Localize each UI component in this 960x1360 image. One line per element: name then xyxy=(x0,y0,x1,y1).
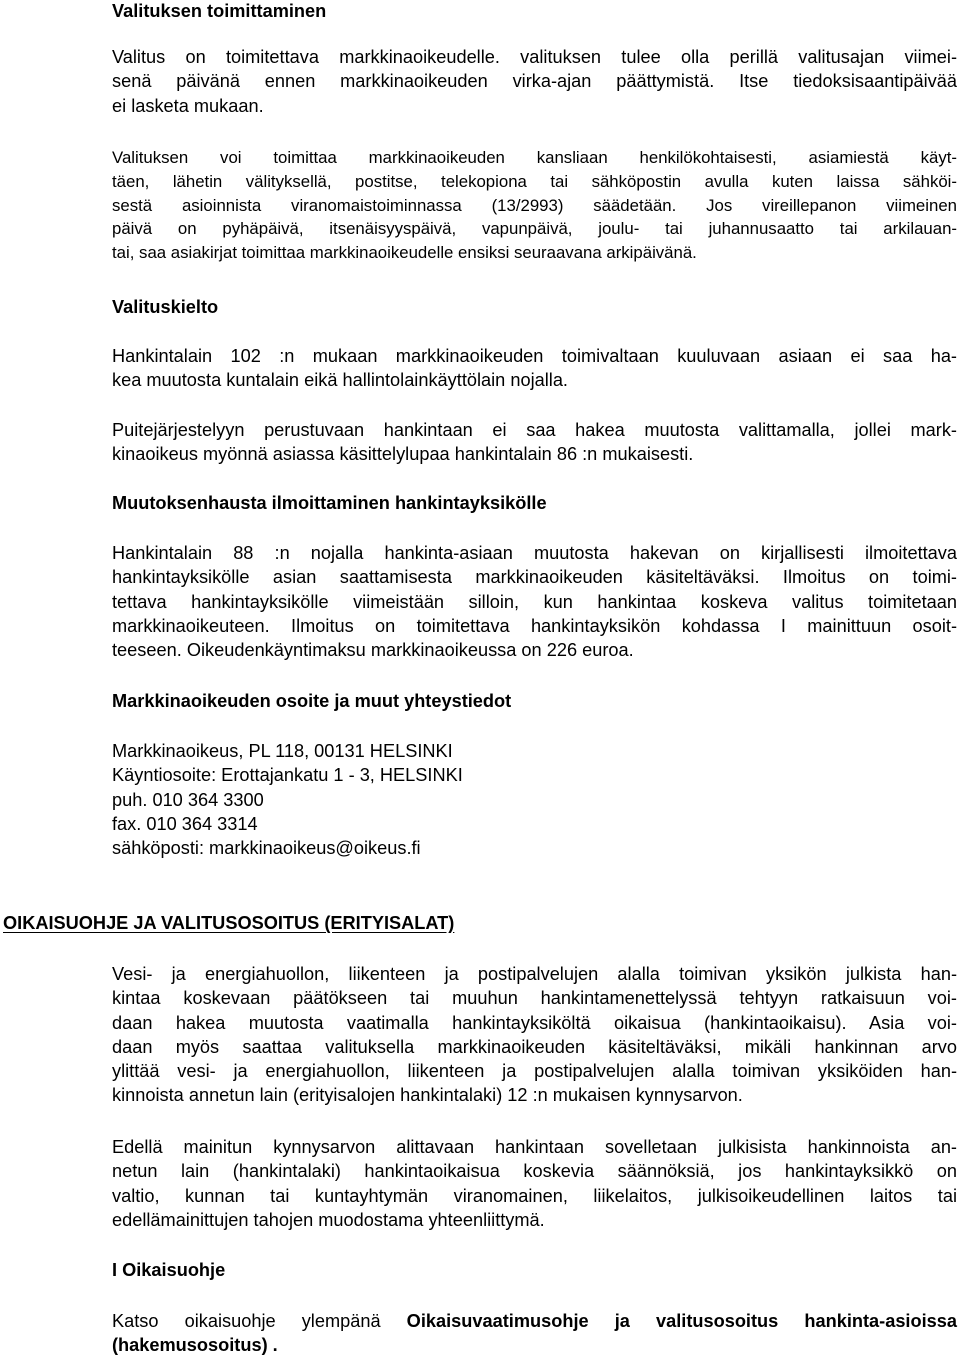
main-heading-oikaisuohje-valitusosoitus: OIKAISUOHJE JA VALITUSOSOITUS (ERITYISALAT) xyxy=(3,913,455,933)
address-line-name: Markkinaoikeus, PL 118, 00131 HELSINKI xyxy=(112,741,453,761)
paragraph-toimitustavat xyxy=(112,146,957,265)
heading-muutoksenhausta-ilmoittaminen: Muutoksenhausta ilmoittaminen hankintayksikölle xyxy=(112,493,547,513)
text-line: kinnoista annetun lain (erityisalojen hankintalaki) 12 :n mukaisen kynnysarvon. xyxy=(112,1085,743,1106)
text-line: hankintayksikölle asian saattamisesta markkinaoikeuden käsiteltäväksi. Ilmoitus on toimi- xyxy=(112,567,957,588)
text-line: ylittää vesi- ja energiahuollon, liikenteen ja postipalvelujen alalla toimivan yksiköiden han- xyxy=(112,1061,957,1082)
text-line: kea muutosta kuntalain eikä hallintolainkäyttölain nojalla. xyxy=(112,370,568,391)
paragraph-erityisalat-hankinta xyxy=(112,962,957,1108)
address-line-visiting: Käyntiosoite: Erottajankatu 1 - 3, HELSINKI xyxy=(112,765,463,786)
text-line: täen, lähetin välityksellä, postitse, telekopiona tai sähköpostin avulla kuten laissa sähköi- xyxy=(112,171,957,191)
paragraph-kynnysarvon-alittava xyxy=(112,1135,957,1232)
text-line: Puitejärjestelyyn perustuvaan hankintaan ei saa hakea muutosta valittamalla, jollei mark- xyxy=(112,420,957,440)
heading-markkinaoikeuden-osoite: Markkinaoikeuden osoite ja muut yhteystiedot xyxy=(112,691,512,711)
text-line: Hankintalain 88 :n nojalla hankinta-asiaan muutosta hakevan on kirjallisesti ilmoitettava xyxy=(112,543,957,563)
reference-title-end: (hakemusosoitus) . xyxy=(112,1335,278,1356)
paragraph-valitus-toimitettava xyxy=(112,45,957,118)
address-block xyxy=(112,739,957,860)
text-line: päivä on pyhäpäivä, itsenäisyyspäivä, vapunpäivä, joulu- tai juhannusaatto tai arkilauan- xyxy=(112,219,957,239)
text-line: teeseen. Oikeudenkäyntimaksu markkinaoikeussa on 226 euroa. xyxy=(112,640,634,661)
text-line: Edellä mainitun kynnysarvon alittavaan hankintaan sovelletaan julkisista hankinnoista an- xyxy=(112,1137,957,1157)
reference-title: Oikaisuvaatimusohje ja valitusosoitus hankinta-asioissa xyxy=(406,1311,957,1331)
text-line: tettava hankintayksikölle viimeistään silloin, kun hankintaa koskeva valitus toimitetaan xyxy=(112,591,957,612)
text-line: valtio, kunnan tai kuntayhtymän viranomainen, liikelaitos, julkisoikeudellinen laitos tai xyxy=(112,1185,957,1206)
heading-valituksen-toimittaminen: Valituksen toimittaminen xyxy=(112,1,327,21)
text-line: daan myös saattaa valituksella markkinaoikeuden käsiteltäväksi, mikäli hankinnan arvo xyxy=(112,1036,957,1057)
heading-i-oikaisuohje: I Oikaisuohje xyxy=(112,1260,226,1280)
text-line: kintaa koskevaan päätökseen tai muuhun hankintamenettelyssä tehtyyn ratkaisuun voi- xyxy=(112,988,957,1009)
text-line: Valituksen voi toimittaa markkinaoikeuden kansliaan henkilökohtaisesti, asiamiestä käyt- xyxy=(112,148,957,167)
paragraph-hankintalain-102 xyxy=(112,344,957,393)
text-line: netun lain (hankintalaki) hankintaoikaisua koskevia säännöksiä, jos hankintayksikkö on xyxy=(112,1161,957,1182)
text-line: senä päivänä ennen markkinaoikeuden virka-ajan päättymistä. Itse tiedoksisaantipäivää xyxy=(112,71,957,92)
text-line: tai, saa asiakirjat toimittaa markkinaoikeudelle ensiksi seuraavana arkipäivänä. xyxy=(112,243,697,263)
text-line: markkinaoikeuteen. Ilmoitus on toimitettava hankintayksikön kohdassa I mainittuun osoit- xyxy=(112,615,957,636)
paragraph-hankintalain-88 xyxy=(112,541,957,662)
text-line xyxy=(112,1333,957,1357)
heading-valituskielto: Valituskielto xyxy=(112,297,219,317)
address-line-phone: puh. 010 364 3300 xyxy=(112,789,264,810)
paragraph-katso-oikaisuohje xyxy=(112,1309,957,1358)
text-prefix: Katso oikaisuohje ylempänä xyxy=(112,1311,407,1331)
text-line: kinaoikeus myönnä asiassa käsittelylupaa hankintalain 86 :n mukaisesti. xyxy=(112,444,694,465)
paragraph-puitejarjestely xyxy=(112,418,957,467)
text-line: daan hakea muutosta vaatimalla hankintayksiköltä oikaisua (hankintaoikaisu). Asia voi- xyxy=(112,1012,957,1033)
text-line: Valitus on toimitettava markkinaoikeudelle. valituksen tulee olla perillä valitusajan viimei- xyxy=(112,47,957,67)
address-line-email: sähköposti: markkinaoikeus@oikeus.fi xyxy=(112,838,421,859)
text-line: Hankintalain 102 :n mukaan markkinaoikeuden toimivaltaan kuuluvaan asiaan ei saa ha- xyxy=(112,346,957,366)
address-line-fax: fax. 010 364 3314 xyxy=(112,813,258,834)
text-line: ei lasketa mukaan. xyxy=(112,95,264,116)
text-line xyxy=(112,1309,957,1333)
text-line: edellämainittujen tahojen muodostama yhteenliittymä. xyxy=(112,1209,545,1230)
text-line: Vesi- ja energiahuollon, liikenteen ja postipalvelujen alalla toimivan yksikön julkista han- xyxy=(112,964,957,984)
text-line: sestä asioinnista viranomaistoiminnassa (13/2993) säädetään. Jos vireillepanon viimeinen xyxy=(112,195,957,215)
